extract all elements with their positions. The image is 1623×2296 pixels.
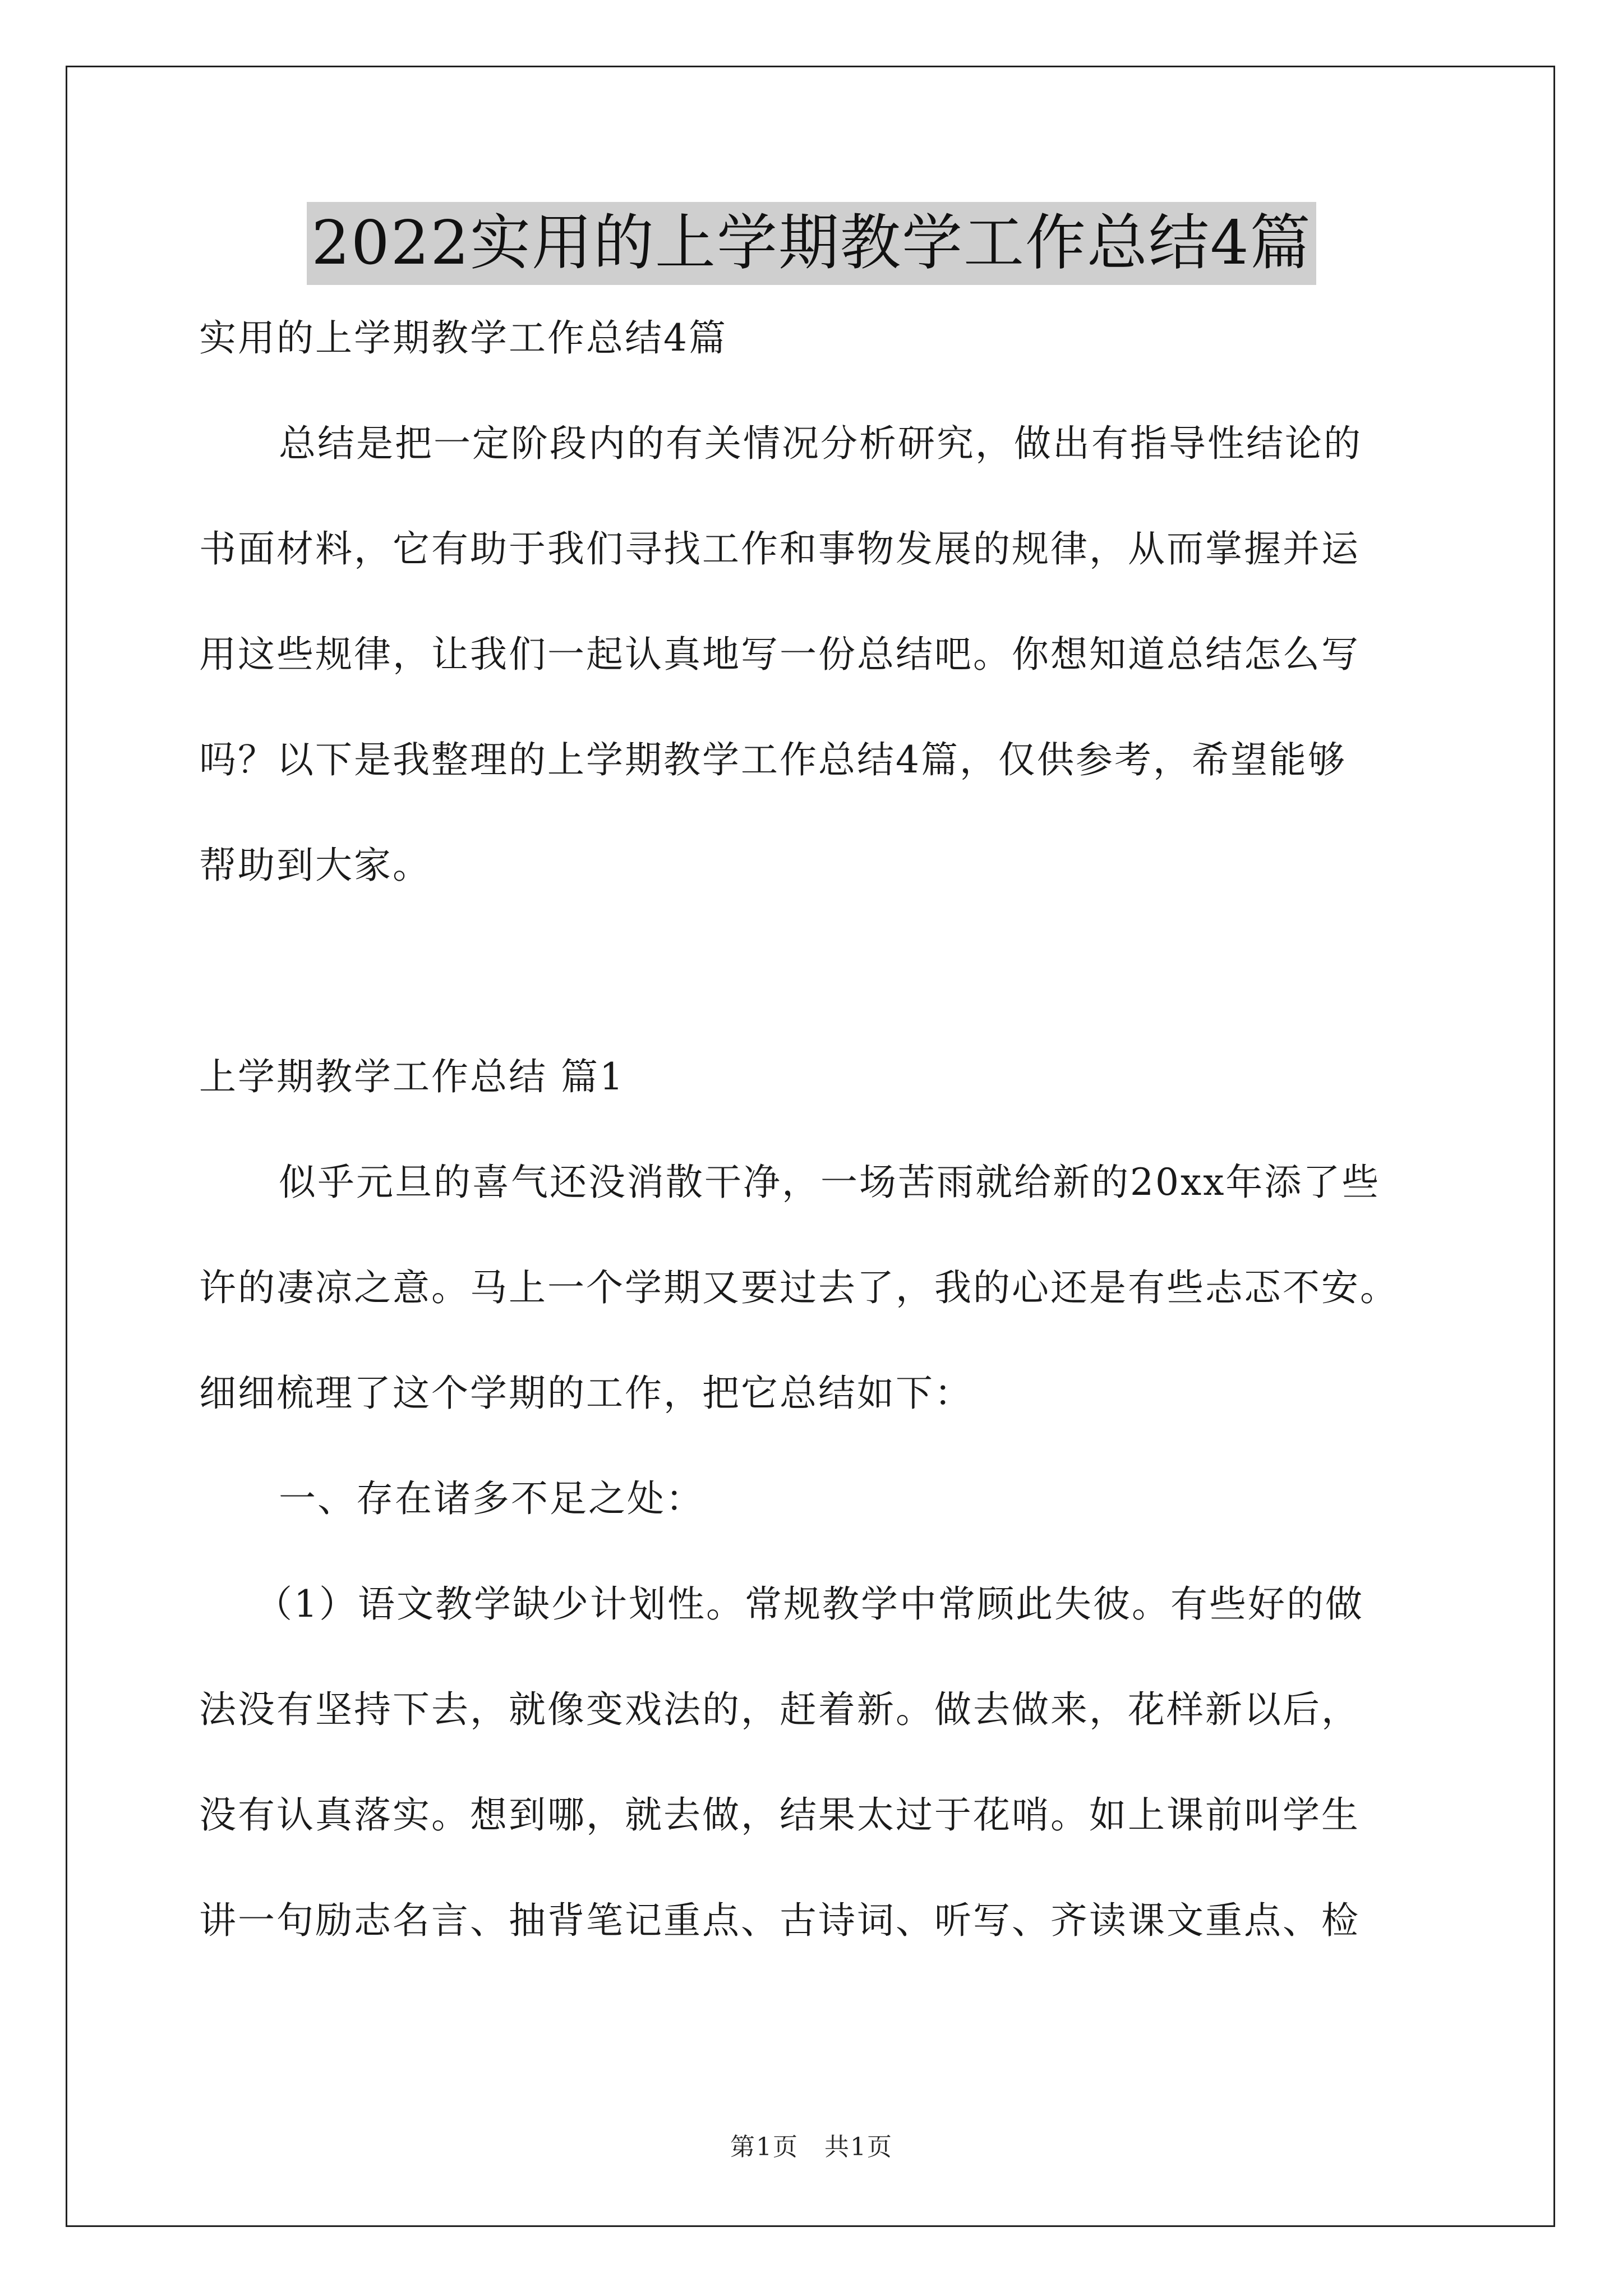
intro-line-3: 用这些规律，让我们一起认真地写一份总结吧。你想知道总结怎么写 bbox=[199, 633, 1360, 676]
body-line-2: 许的凄凉之意。马上一个学期又要过去了，我的心还是有些忐忑不安。 bbox=[199, 1266, 1399, 1309]
body-line-3: 细细梳理了这个学期的工作，把它总结如下： bbox=[199, 1372, 973, 1415]
body-line-1: 似乎元旦的喜气还没消散干净，一场苦雨就给新的20xx年添了些 bbox=[279, 1161, 1381, 1204]
intro-line-2: 书面材料，它有助于我们寻找工作和事物发展的规律，从而掌握并运 bbox=[199, 527, 1360, 570]
title-wrap bbox=[0, 202, 1623, 285]
document-body bbox=[199, 311, 1433, 1948]
intro-line-1: 总结是把一定阶段内的有关情况分析研究，做出有指导性结论的 bbox=[279, 422, 1362, 465]
subsection-heading: 一、存在诸多不足之处： bbox=[279, 1477, 704, 1520]
intro-line-5: 帮助到大家。 bbox=[199, 844, 431, 887]
page-footer: 第1页 共1页 bbox=[730, 2133, 893, 2161]
body-line-4: （1）语文教学缺少计划性。常规教学中常顾此失彼。有些好的做 bbox=[255, 1582, 1364, 1626]
body-line-5: 法没有坚持下去，就像变戏法的，赶着新。做去做来，花样新以后， bbox=[199, 1688, 1360, 1731]
body-line-7: 讲一句励志名言、抽背笔记重点、古诗词、听写、齐读课文重点、检 bbox=[199, 1899, 1360, 1942]
body-line-6: 没有认真落实。想到哪，就去做，结果太过于花哨。如上课前叫学生 bbox=[199, 1793, 1360, 1837]
section-heading: 上学期教学工作总结 篇1 bbox=[199, 1055, 625, 1098]
intro-line-4: 吗？以下是我整理的上学期教学工作总结4篇，仅供参考，希望能够 bbox=[199, 738, 1347, 781]
subtitle-line: 实用的上学期教学工作总结4篇 bbox=[199, 316, 727, 360]
document-title: 2022实用的上学期教学工作总结4篇 bbox=[307, 202, 1316, 285]
